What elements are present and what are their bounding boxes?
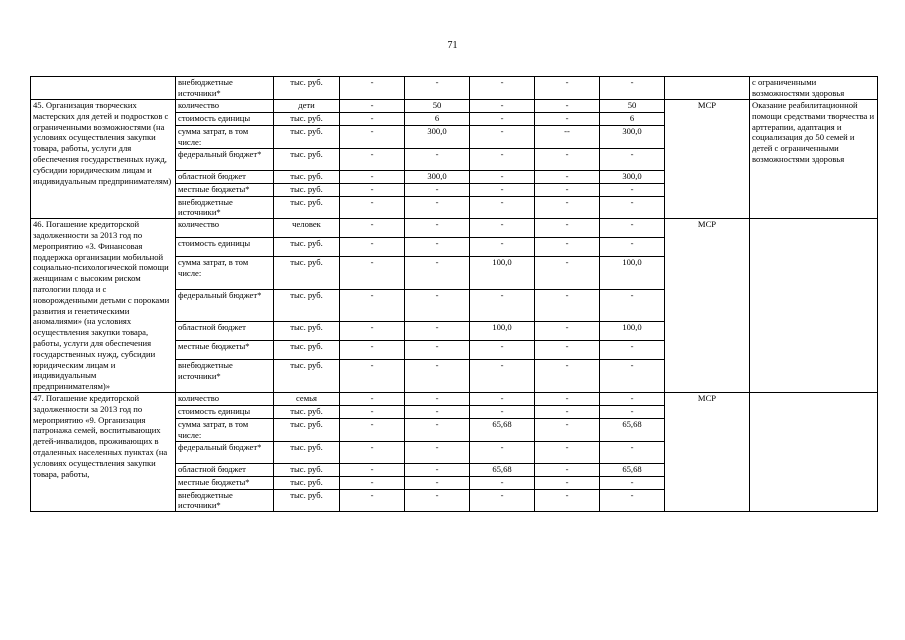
value-cell: - [340,238,405,257]
value-cell: - [470,359,535,392]
value-cell: - [340,463,405,476]
indicator-cell: областной бюджет [176,322,274,341]
value-cell: 6 [600,113,665,126]
value-cell: - [600,183,665,196]
unit-cell: тыс. руб. [274,148,340,170]
indicator-cell: стоимость единицы [176,405,274,418]
value-cell: - [535,77,600,100]
value-cell: - [340,183,405,196]
unit-cell: тыс. руб. [274,418,340,441]
value-cell: - [535,322,600,341]
value-cell: - [535,289,600,321]
value-cell: - [600,77,665,100]
value-cell: - [405,463,470,476]
value-cell: 300,0 [600,170,665,183]
value-cell: - [600,340,665,359]
value-cell: - [535,238,600,257]
indicator-cell: федеральный бюджет* [176,441,274,463]
value-cell: 50 [600,100,665,113]
event-cell: 46. Погашение кредиторской задолженности за 2013 год по мероприятию «3. Финансовая поддержка организации мобильной социально-психологической помощи женщинам с высоким риском патологии плода и с новорожденными детьми с пороками развития и генетическими аномалиями» (на условиях осуществления закупки товара, работы, услуги для обеспечения государственных нужд, субсидии юридическим лицам и индивидуальным предпринимателям)» [31,219,176,393]
indicator-cell: федеральный бюджет* [176,289,274,321]
value-cell: - [405,441,470,463]
unit-cell: тыс. руб. [274,359,340,392]
value-cell: - [405,289,470,321]
value-cell: 65,68 [600,463,665,476]
unit-cell: тыс. руб. [274,77,340,100]
value-cell: -- [535,126,600,149]
value-cell: - [340,170,405,183]
indicator-cell: количество [176,392,274,405]
value-cell: - [405,489,470,512]
value-cell: - [535,183,600,196]
value-cell: - [535,196,600,219]
value-cell: - [340,489,405,512]
value-cell: - [405,359,470,392]
indicator-cell: сумма затрат, в том числе: [176,257,274,290]
result-cell: с ограниченными возможностями здоровья [750,77,878,100]
value-cell: - [340,77,405,100]
unit-cell: тыс. руб. [274,405,340,418]
indicator-cell: количество [176,100,274,113]
value-cell: 300,0 [405,170,470,183]
indicator-cell: местные бюджеты* [176,340,274,359]
value-cell: - [600,405,665,418]
table-row [31,100,878,113]
unit-cell: тыс. руб. [274,257,340,290]
value-cell: - [340,289,405,321]
value-cell: - [340,392,405,405]
value-cell: - [535,113,600,126]
value-cell: 100,0 [600,322,665,341]
value-cell: - [405,418,470,441]
indicator-cell: сумма затрат, в том числе: [176,418,274,441]
value-cell: - [340,359,405,392]
unit-cell: тыс. руб. [274,196,340,219]
value-cell: - [535,405,600,418]
value-cell: - [405,148,470,170]
value-cell: - [470,183,535,196]
table-row [31,219,878,238]
value-cell: - [470,392,535,405]
value-cell: - [600,441,665,463]
indicator-cell: областной бюджет [176,170,274,183]
executor-cell-empty [665,77,750,100]
value-cell: - [600,238,665,257]
unit-cell: тыс. руб. [274,170,340,183]
executor-cell: МСР [665,100,750,219]
indicator-cell: местные бюджеты* [176,476,274,489]
value-cell: 100,0 [600,257,665,290]
value-cell: - [405,196,470,219]
event-cell: 45. Организация творческих мастерских для детей и подростков с ограниченными возможностями (на условиях осуществления закупки товара, работы, услуги для обеспечения государственных нужд, субсидии юридическим лицам и индивидуальным предпринимателям) [31,100,176,219]
value-cell: - [535,359,600,392]
value-cell: - [405,219,470,238]
unit-cell: тыс. руб. [274,113,340,126]
value-cell: - [470,441,535,463]
value-cell: - [535,489,600,512]
value-cell: - [470,238,535,257]
indicator-cell: количество [176,219,274,238]
value-cell: - [535,441,600,463]
indicator-cell: областной бюджет [176,463,274,476]
value-cell: - [470,489,535,512]
table-row [31,77,878,100]
value-cell: - [470,289,535,321]
unit-cell: тыс. руб. [274,441,340,463]
value-cell: - [535,100,600,113]
value-cell: - [600,489,665,512]
value-cell: - [340,113,405,126]
unit-cell: семья [274,392,340,405]
value-cell: 6 [405,113,470,126]
value-cell: 300,0 [600,126,665,149]
indicator-cell: внебюджетные источники* [176,359,274,392]
value-cell: - [470,196,535,219]
unit-cell: дети [274,100,340,113]
value-cell: - [470,100,535,113]
value-cell: - [535,418,600,441]
value-cell: - [535,257,600,290]
unit-cell: тыс. руб. [274,238,340,257]
unit-cell: тыс. руб. [274,322,340,341]
value-cell: - [340,219,405,238]
value-cell: - [535,392,600,405]
unit-cell: тыс. руб. [274,340,340,359]
value-cell: - [470,340,535,359]
value-cell: - [405,405,470,418]
value-cell: - [470,126,535,149]
value-cell: - [340,126,405,149]
value-cell: - [600,476,665,489]
value-cell: - [340,405,405,418]
value-cell: - [340,257,405,290]
unit-cell: тыс. руб. [274,289,340,321]
table-body [31,77,878,512]
unit-cell: человек [274,219,340,238]
program-table [30,76,878,512]
value-cell: - [405,238,470,257]
value-cell: - [535,340,600,359]
indicator-cell: федеральный бюджет* [176,148,274,170]
value-cell: - [535,148,600,170]
value-cell: 65,68 [470,463,535,476]
result-cell: Оказание реабилитационной помощи средствами творчества и арттерапии, адаптация и социализация до 50 семей и детей с ограниченными возможностями здоровья [750,100,878,219]
value-cell: - [470,77,535,100]
value-cell: - [470,476,535,489]
indicator-cell: внебюджетные источники* [176,489,274,512]
executor-cell: МСР [665,392,750,511]
value-cell: - [405,183,470,196]
value-cell: - [470,113,535,126]
value-cell: - [405,322,470,341]
indicator-cell: внебюджетные источники* [176,77,274,100]
event-cell-empty [31,77,176,100]
value-cell: 100,0 [470,322,535,341]
value-cell: - [405,257,470,290]
indicator-cell: стоимость единицы [176,113,274,126]
result-cell [750,219,878,393]
value-cell: - [600,392,665,405]
value-cell: - [470,170,535,183]
event-cell: 47. Погашение кредиторской задолженности за 2013 год по мероприятию «9. Организация патронажа семей, воспитывающих детей-инвалидов, проживающих в отдаленных населенных пунктах (на условиях осуществления закупки товара, работы, [31,392,176,511]
value-cell: - [405,77,470,100]
value-cell: 100,0 [470,257,535,290]
value-cell: - [340,322,405,341]
value-cell: 300,0 [405,126,470,149]
value-cell: - [340,476,405,489]
value-cell: - [340,418,405,441]
value-cell: - [600,219,665,238]
value-cell: - [600,148,665,170]
unit-cell: тыс. руб. [274,489,340,512]
indicator-cell: стоимость единицы [176,238,274,257]
indicator-cell: местные бюджеты* [176,183,274,196]
value-cell: 65,68 [470,418,535,441]
value-cell: - [535,219,600,238]
value-cell: - [340,441,405,463]
value-cell: - [340,340,405,359]
value-cell: - [405,340,470,359]
value-cell: - [600,359,665,392]
value-cell: - [340,100,405,113]
value-cell: - [535,463,600,476]
value-cell: - [535,476,600,489]
table-row [31,392,878,405]
value-cell: - [535,170,600,183]
value-cell: 50 [405,100,470,113]
value-cell: - [600,289,665,321]
value-cell: - [600,196,665,219]
value-cell: - [405,476,470,489]
page-number: 71 [447,40,458,51]
unit-cell: тыс. руб. [274,126,340,149]
indicator-cell: сумма затрат, в том числе: [176,126,274,149]
value-cell: - [340,196,405,219]
value-cell: - [340,148,405,170]
unit-cell: тыс. руб. [274,463,340,476]
indicator-cell: внебюджетные источники* [176,196,274,219]
value-cell: - [470,219,535,238]
value-cell: - [405,392,470,405]
result-cell [750,392,878,511]
unit-cell: тыс. руб. [274,476,340,489]
executor-cell: МСР [665,219,750,393]
unit-cell: тыс. руб. [274,183,340,196]
value-cell: 65,68 [600,418,665,441]
value-cell: - [470,405,535,418]
value-cell: - [470,148,535,170]
